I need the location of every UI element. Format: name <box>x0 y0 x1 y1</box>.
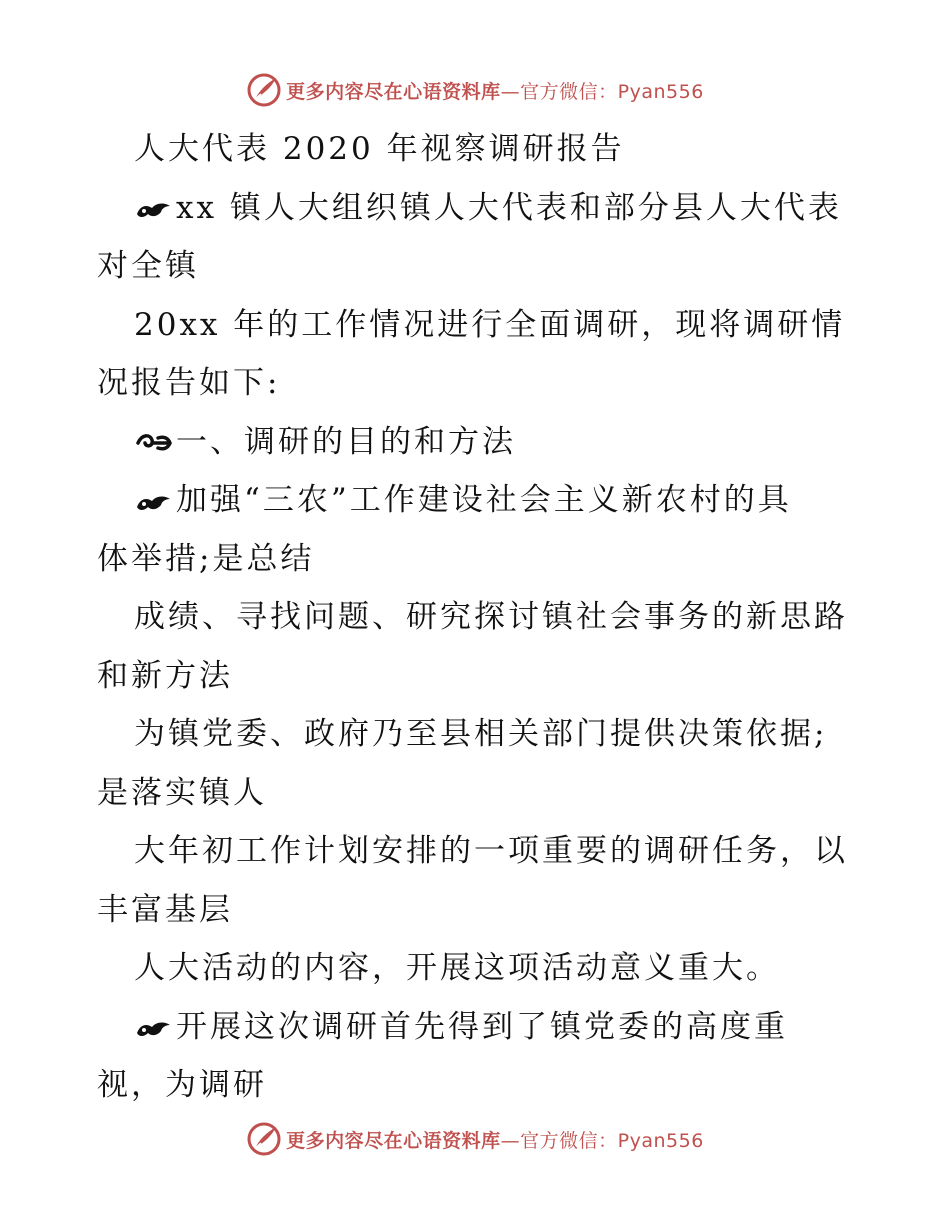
banner-text <box>286 77 704 104</box>
paragraph-line: 视，为调研 <box>97 1067 267 1103</box>
paragraph-line: 和新方法 <box>97 657 233 694</box>
document-title: 人大代表 2020 年视察调研报告 <box>134 131 625 167</box>
footer-banner <box>0 1117 950 1161</box>
paragraph-line <box>97 179 867 238</box>
paragraph-text: 开展这次调研首先得到了镇党委的高度重 <box>176 1008 788 1045</box>
hand-ornament-icon <box>134 194 174 224</box>
paragraph-line <box>97 998 867 1057</box>
hand-ornament-icon <box>134 1013 174 1043</box>
feather-pen-logo-icon <box>246 72 282 108</box>
banner-tail-text: 官方微信：Pyan556 <box>520 80 704 103</box>
paragraph-line: 20xx 年的工作情况进行全面调研，现将调研情 <box>134 306 846 343</box>
paragraph-line: 人大活动的内容，开展这项活动意义重大。 <box>134 950 780 986</box>
banner-main-text: 更多内容尽在心语资料库 <box>286 80 501 103</box>
paragraph-text: 加强“三农”工作建设社会主义新农村的具 <box>176 482 792 518</box>
banner-tail-text: 官方微信：Pyan556 <box>520 1129 704 1152</box>
paragraph-text: xx 镇人大组织镇人大代表和部分县人大代表 <box>176 189 842 226</box>
section-heading: 一、调研的目的和方法 <box>176 423 516 460</box>
header-banner <box>0 68 950 112</box>
paragraph-line: 况报告如下: <box>97 365 281 401</box>
paragraph-line: 成绩、寻找问题、研究探讨镇社会事务的新思路 <box>134 599 848 635</box>
banner-main-text: 更多内容尽在心语资料库 <box>286 1129 501 1152</box>
feather-pen-logo-icon <box>246 1121 282 1157</box>
paragraph-line <box>97 471 867 530</box>
banner-text <box>286 1126 704 1153</box>
paragraph-line: 体举措;是总结 <box>97 540 315 577</box>
banner-separator: — <box>500 80 521 103</box>
paragraph-line: 是落实镇人 <box>97 774 267 811</box>
section-heading-line <box>97 413 867 472</box>
swirl-ornament-icon <box>134 428 174 458</box>
document-body <box>97 120 867 1115</box>
banner-separator: — <box>500 1129 521 1152</box>
paragraph-line: 为镇党委、政府乃至县相关部门提供决策依据; <box>134 716 828 752</box>
paragraph-line: 对全镇 <box>97 248 199 284</box>
hand-ornament-icon <box>134 487 174 517</box>
paragraph-line: 大年初工作计划安排的一项重要的调研任务，以 <box>134 833 848 869</box>
paragraph-line: 丰富基层 <box>97 891 233 928</box>
